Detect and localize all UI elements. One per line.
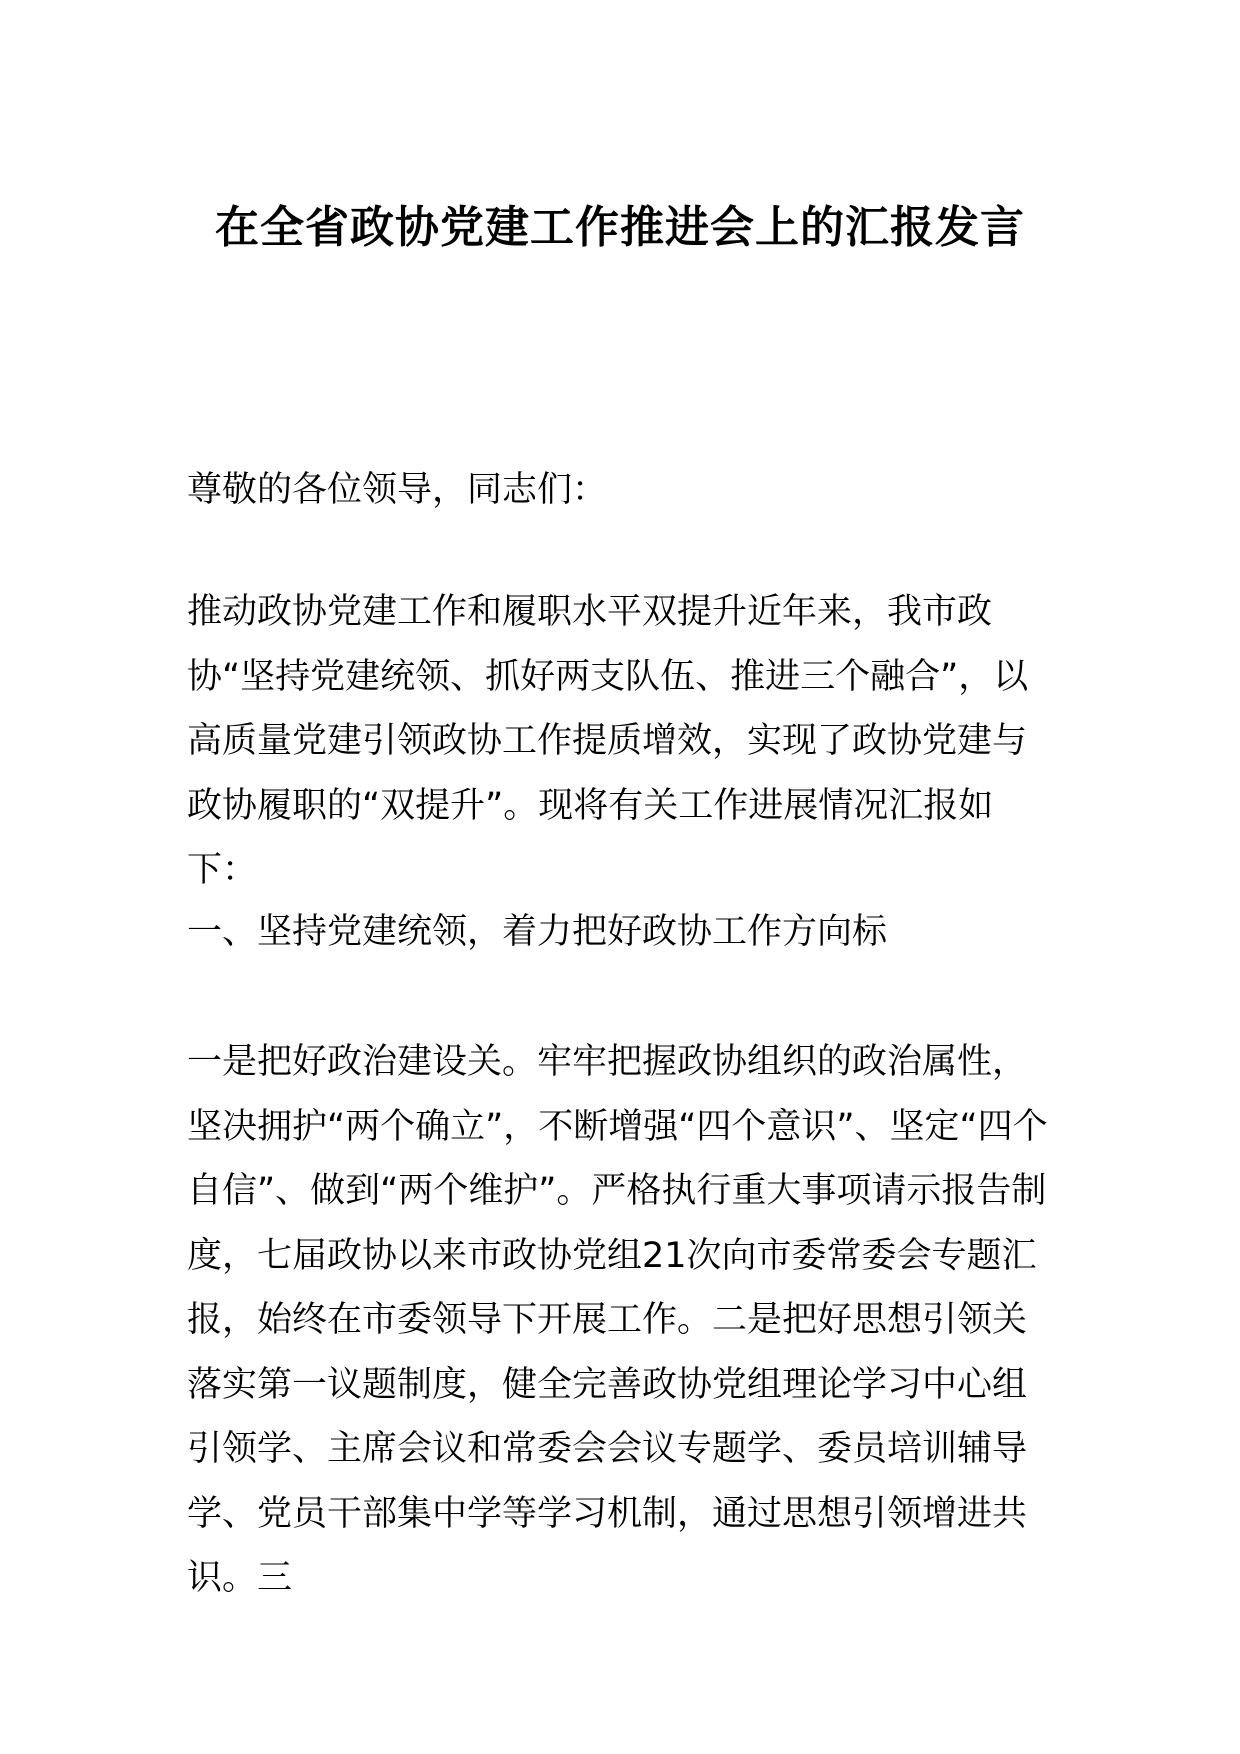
section-one-heading: 一、坚持党建统领，着力把好政协工作方向标 [187,912,888,952]
section-one-paragraph: 一是把好政治建设关。牢牢把握政协组织的政治属性，坚决拥护“两个确立”，不断增强“四个意识”、坚定“四个自信”、做到“两个维护”。严格执行重大事项请示报告制度，七届政协以来市政协党组21次向市委常委会专题汇报，始终在市委领导下开展工作。二是把好思想引领关落实第一议题制度，健全完善政协党组理论学习中心组引领学、主席会议和常委会会议专题学、委员培训辅导学、党员干部集中学等学习机制，通过思想引领增进共识。三 [187,1042,1048,1598]
salutation: 尊敬的各位领导，同志们： [187,470,608,510]
intro-paragraph: 推动政协党建工作和履职水平双提升近年来，我市政协“坚持党建统领、抓好两支队伍、推进三个融合”，以高质量党建引领政协工作提质增效，实现了政协党建与政协履职的“双提升”。现将有关工作进展情况汇报如下： [187,592,1029,890]
document-title: 在全省政协党建工作推进会上的汇报发言 [215,202,1025,253]
